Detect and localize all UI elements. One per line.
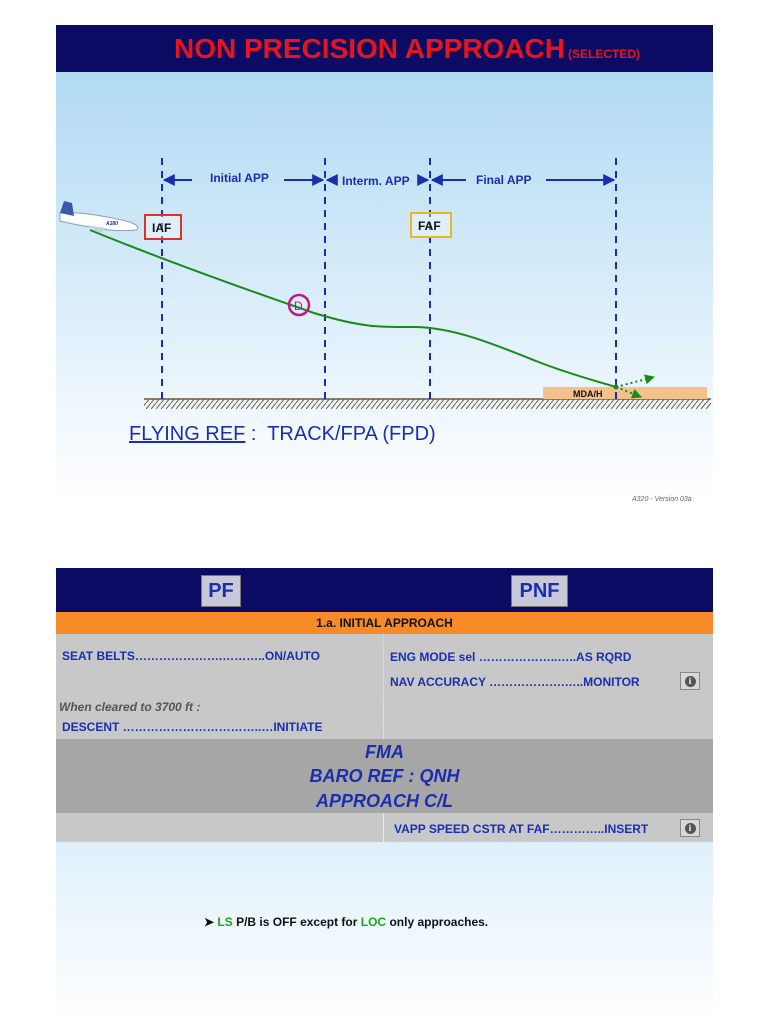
flying-ref-key: FLYING REF	[129, 423, 246, 445]
flying-ref-separator: :	[245, 423, 268, 445]
approach-diagram-slide	[56, 25, 713, 503]
eng-mode-item: ENG MODE sel ………………..…..AS RQRD	[390, 650, 632, 664]
iaf-label: IAF	[152, 221, 172, 235]
faf-label: FAF	[418, 219, 441, 233]
pf-bottom-panel	[56, 813, 383, 842]
ground-hatch	[144, 399, 711, 409]
note-loc: LOC	[360, 915, 387, 929]
aircraft-label: A380	[106, 221, 118, 227]
descent-item: DESCENT ……………………………..…INITIATE	[62, 720, 323, 734]
flight-path	[90, 230, 616, 387]
pnf-role-label: PNF	[511, 575, 568, 607]
phase-title: 1.a. INITIAL APPROACH	[316, 616, 453, 630]
note-ls: LS	[217, 915, 233, 929]
fma-line-1: FMA	[365, 742, 404, 762]
deceleration-point-label: D	[294, 299, 303, 313]
initial-approach-checklist-slide	[56, 568, 713, 1024]
ls-note	[204, 915, 488, 929]
info-icon: i	[685, 823, 696, 834]
slide-title: NON PRECISION APPROACH (SELECTED)	[174, 33, 641, 64]
flying-reference	[129, 423, 436, 446]
vapp-info-button[interactable]	[680, 819, 700, 837]
fma-line-2: BARO REF : QNH	[309, 766, 460, 786]
pf-role-label: PF	[201, 575, 241, 607]
role-header-bar	[56, 568, 713, 612]
vapp-speed-item: VAPP SPEED CSTR AT FAF…………..INSERT	[394, 822, 649, 836]
initial-app-label: Initial APP	[210, 171, 269, 185]
cleared-note: When cleared to 3700 ft :	[59, 700, 201, 714]
seat-belts-item: SEAT BELTS………………….………..ON/AUTO	[62, 649, 321, 663]
nav-accuracy-item: NAV ACCURACY ……………….…..MONITOR	[390, 675, 640, 689]
go-around-path	[616, 377, 654, 387]
note-mid: P/B is OFF except for	[232, 915, 361, 929]
fma-line-3: APPROACH C/L	[315, 791, 453, 811]
mapt-point	[614, 385, 619, 390]
info-icon: i	[685, 676, 696, 687]
note-bullet: ➤	[204, 915, 218, 929]
interm-app-label: Interm. APP	[342, 174, 410, 188]
nav-accuracy-info-button[interactable]	[680, 672, 700, 690]
final-app-label: Final APP	[476, 173, 532, 187]
version-label: A320 - Version 03a	[632, 496, 692, 503]
flying-ref-value: TRACK/FPA (FPD)	[267, 423, 436, 445]
slide-title-suffix: (SELECTED)	[568, 47, 641, 61]
mdah-band	[543, 387, 707, 399]
mdah-label: MDA/H	[573, 389, 603, 399]
aircraft-icon	[60, 201, 138, 233]
note-end: only approaches.	[386, 915, 489, 929]
